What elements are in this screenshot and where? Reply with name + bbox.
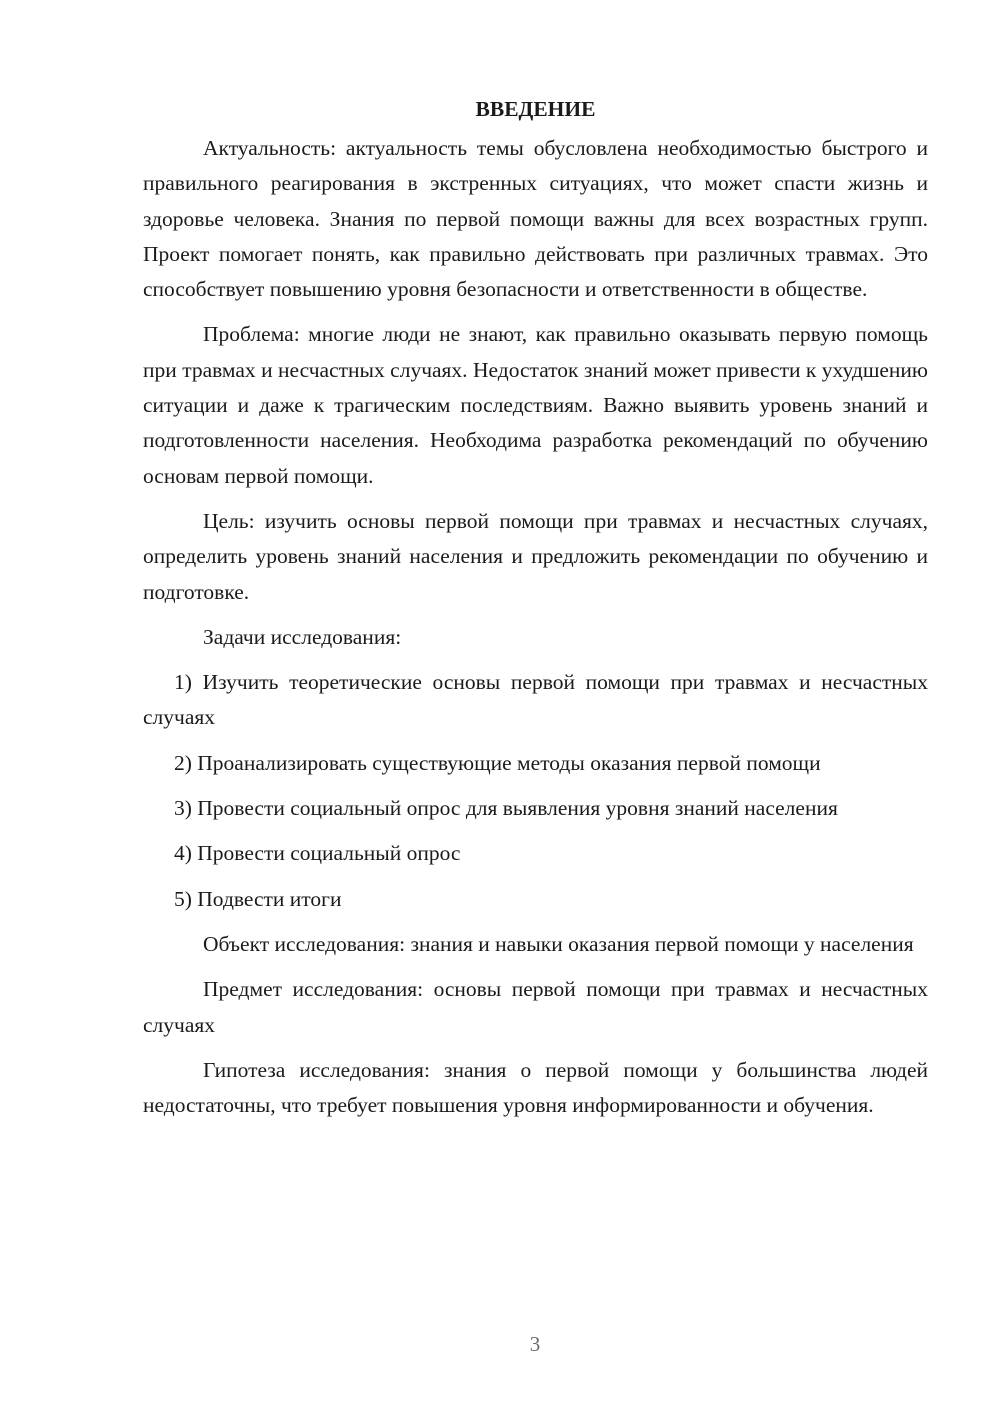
page-number: 3 — [529, 1332, 541, 1356]
hypothesis-paragraph: Гипотеза исследования: знания о первой помощи у большинства людей недостаточны, что требует повышения уровня информированности и обучения. — [143, 1057, 928, 1118]
document-page — [143, 92, 928, 1133]
task-item-1: 1) Изучить теоретические основы первой помощи при травмах и несчастных случаях — [143, 670, 928, 730]
task-item-4: 4) Провести социальный опрос — [174, 841, 461, 866]
task-item-3: 3) Провести социальный опрос для выявления уровня знаний населения — [174, 796, 838, 821]
subject-paragraph: Предмет исследования: основы первой помощи при травмах и несчастных случаях — [143, 977, 928, 1037]
problem-paragraph: Проблема: многие люди не знают, как правильно оказывать первую помощь при травмах и несчастных случаях. Недостаток знаний может привести к ухудшению ситуации и даже к трагическим последствиям. Важно выявить уровень знаний и подготовленности населения. Необходима разработка рекомендаций по обучению основам первой помощи. — [143, 322, 928, 488]
tasks-heading: Задачи исследования: — [203, 624, 402, 649]
page-title: ВВЕДЕНИЕ — [475, 97, 596, 121]
task-item-5: 5) Подвести итоги — [174, 886, 342, 911]
relevance-paragraph: Актуальность: актуальность темы обусловлена необходимостью быстрого и правильного реагирования в экстренных ситуациях, что может спасти жизнь и здоровье человека. Знания по первой помощи важны для всех возрастных групп. Проект помогает понять, как правильно действовать при различных травмах. Это способствует повышению уровня безопасности и ответственности в обществе. — [143, 136, 928, 302]
object-paragraph: Объект исследования: знания и навыки оказания первой помощи у населения — [203, 931, 914, 956]
task-item-2: 2) Проанализировать существующие методы оказания первой помощи — [174, 750, 821, 775]
goal-paragraph: Цель: изучить основы первой помощи при травмах и несчастных случаях, определить уровень знаний населения и предложить рекомендации по обучению и подготовке. — [143, 508, 928, 604]
